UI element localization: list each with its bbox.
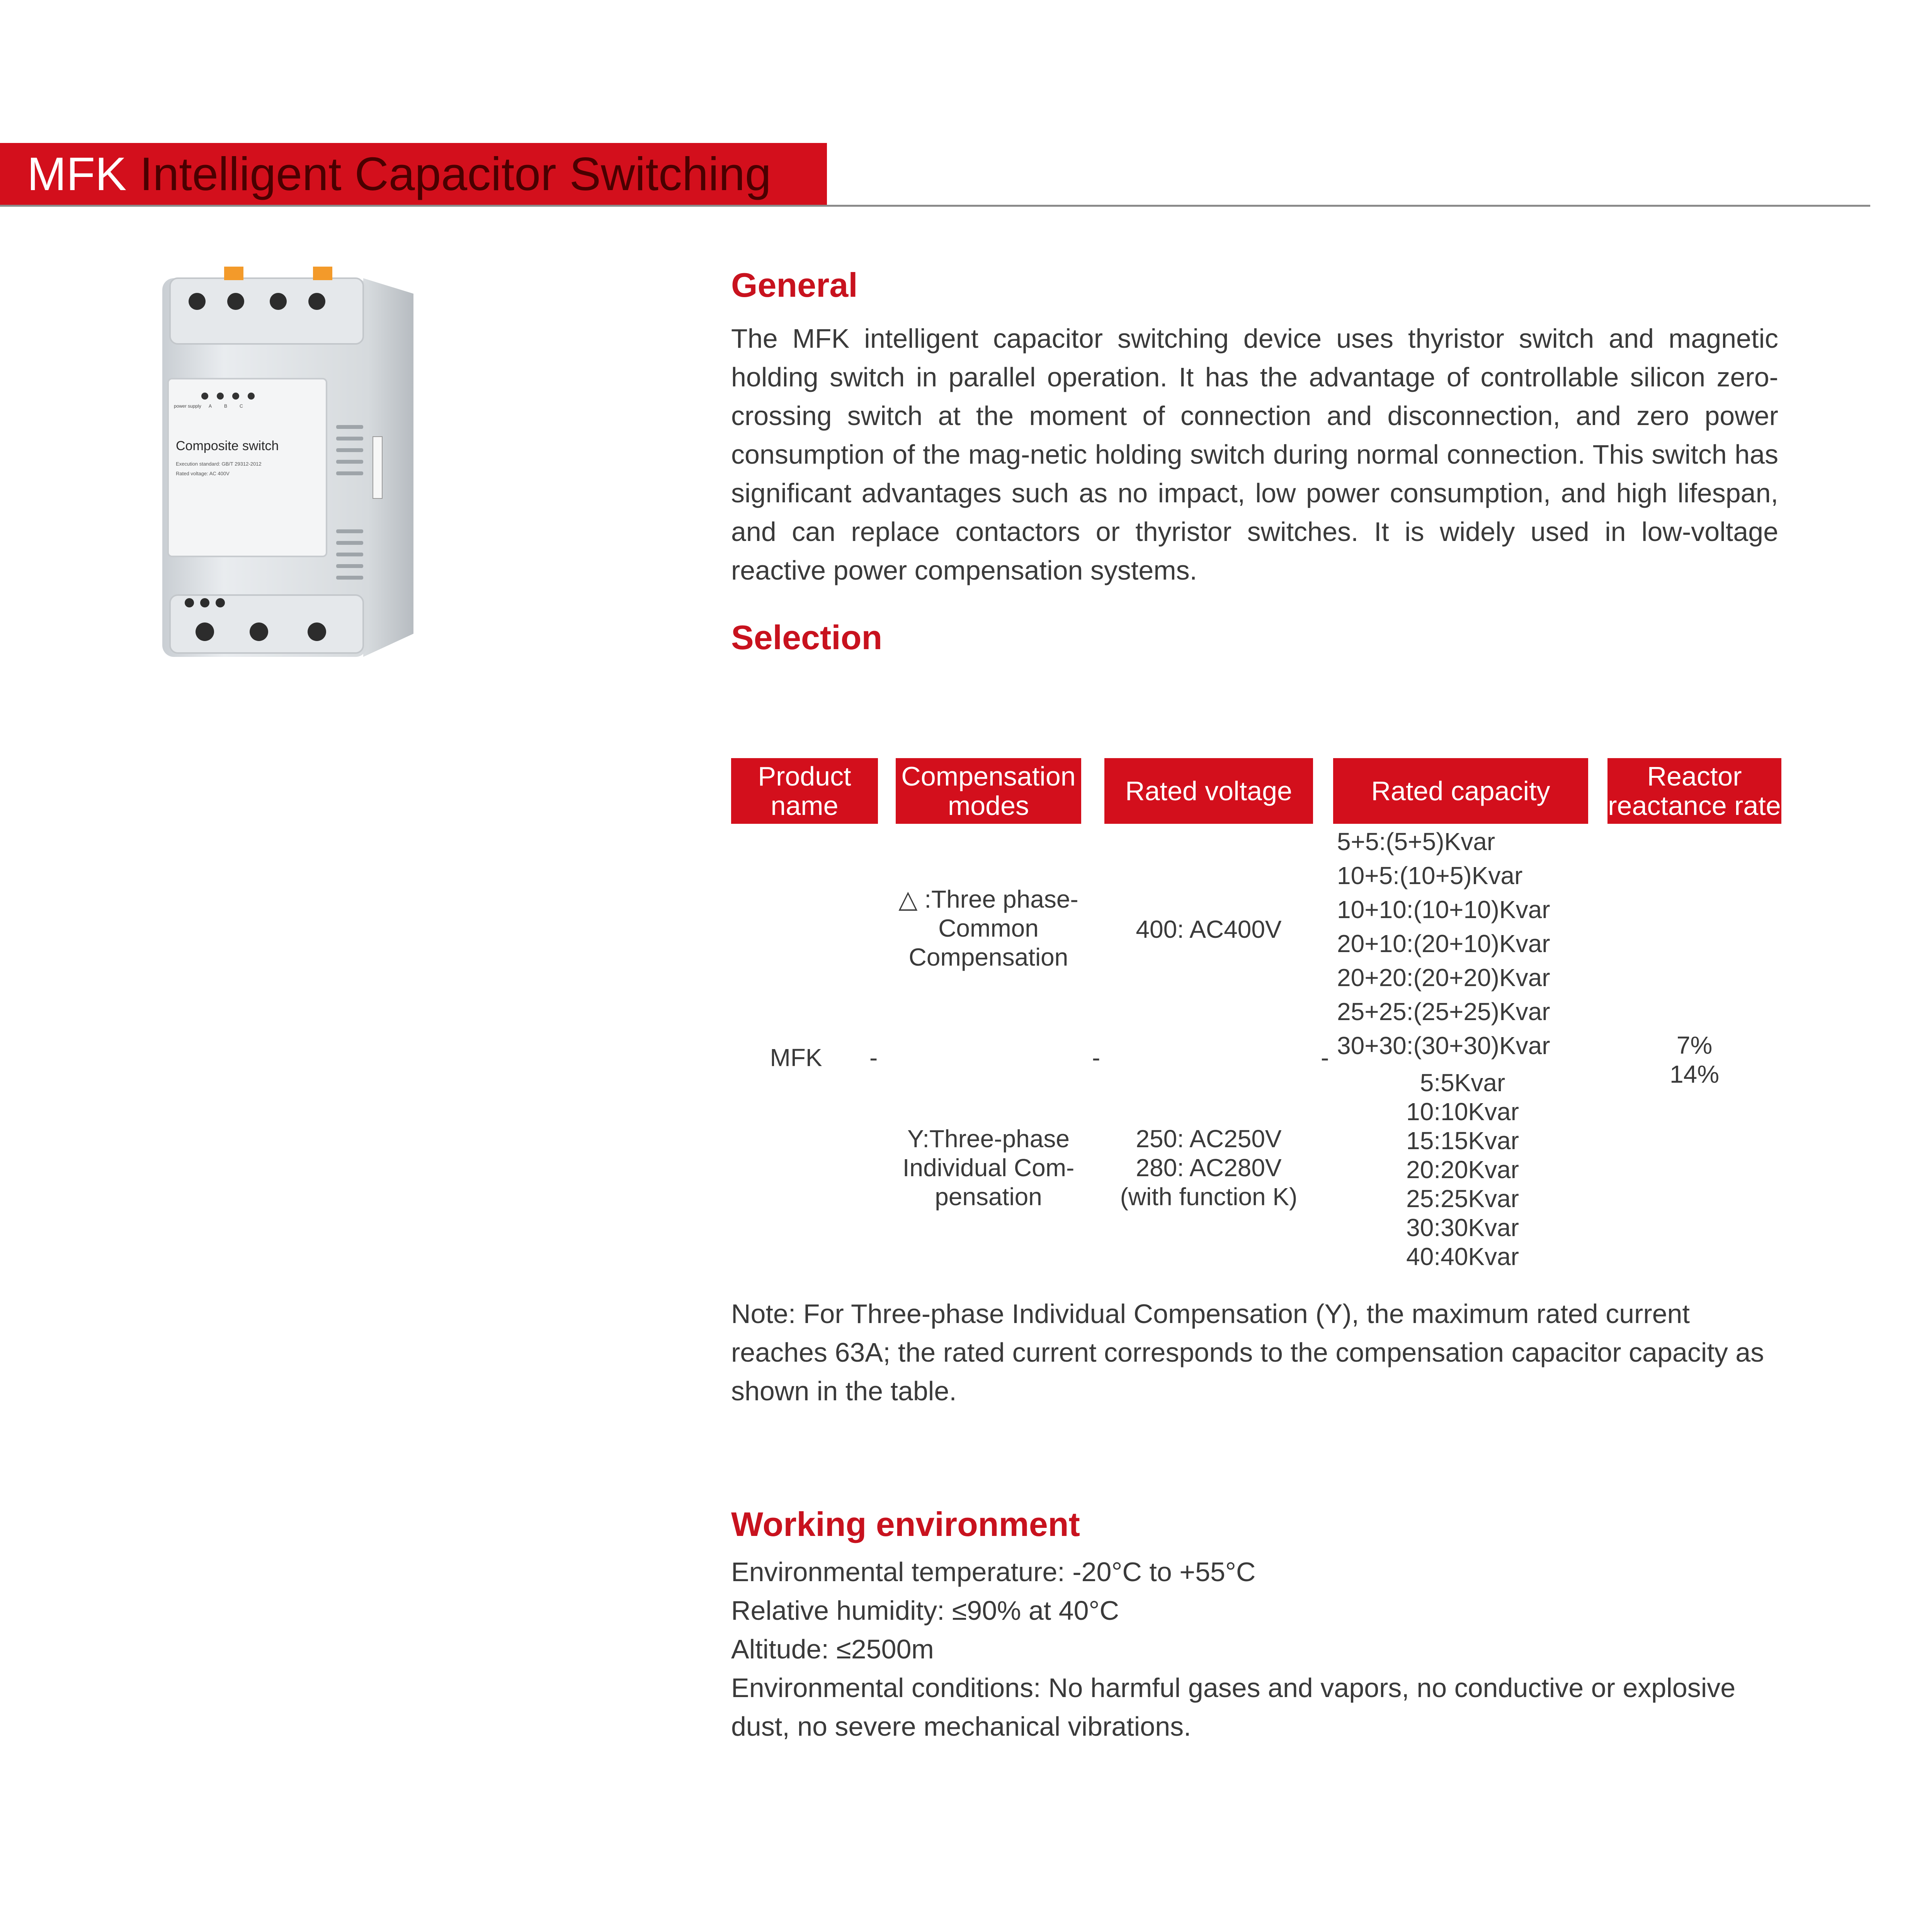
capacity-wye: 15:15Kvar: [1406, 1127, 1519, 1155]
environment-heading: Working environment: [731, 1505, 1080, 1543]
capacity-wye: 5:5Kvar: [1420, 1069, 1505, 1097]
capacity-delta: 20+10:(20+10)Kvar: [1337, 930, 1550, 957]
barcode-icon: [373, 437, 382, 498]
product-image: [147, 263, 433, 665]
voltage-delta: 400: AC400V: [1136, 915, 1282, 943]
terminal-tab-icon: [224, 267, 243, 280]
general-text: The MFK intelligent capacitor switching device uses thyristor switch and magnetic holding switch in parallel operation. It has the advantage of controllable silicon zero-crossing switch at the moment of connection and disconnection, and zero power consumption of the mag-netic holding switch during normal connection. This switch has significant advantages such as no impact, low power consumption, and high lifespan, and can replace contactors or thyristor switches. It is widely used in low-voltage reactive power compensation systems.: [731, 323, 1778, 585]
screw-icon: [250, 622, 268, 641]
environment-temperature: Environmental temperature: -20°C to +55°C: [731, 1557, 1256, 1587]
indicator-led-icon: [217, 393, 224, 400]
header-compensation-modes: Compensation modes: [896, 758, 1081, 824]
indicator-label-c: C: [240, 403, 243, 409]
header-product-name: Product name: [731, 758, 878, 824]
header-rated-voltage: Rated voltage: [1104, 758, 1313, 824]
capacity-delta: 25+25:(25+25)Kvar: [1337, 998, 1550, 1026]
voltage-wye-2: 280: AC280V: [1136, 1154, 1282, 1182]
product-label: Composite switch: [176, 439, 279, 453]
header-rated-capacity: Rated capacity: [1333, 758, 1588, 824]
reactor-rate: 7%: [1676, 1031, 1713, 1059]
separator: -: [1321, 1044, 1329, 1071]
capacity-delta: 10+10:(10+10)Kvar: [1337, 896, 1550, 923]
terminal-tab-icon: [313, 267, 332, 280]
indicator-led-icon: [232, 393, 239, 400]
page-title: [0, 143, 827, 205]
capacity-delta: 5+5:(5+5)Kvar: [1337, 828, 1495, 855]
voltage-wye-3: (with function K): [1120, 1183, 1298, 1211]
capacity-wye: 10:10Kvar: [1406, 1098, 1519, 1126]
capacity-delta: 20+20:(20+20)Kvar: [1337, 964, 1550, 992]
capacity-wye: 30:30Kvar: [1406, 1214, 1519, 1242]
header-reactor-rate: Reactor reactance rate: [1607, 758, 1781, 824]
screw-icon: [308, 622, 326, 641]
indicator-led-icon: [248, 393, 255, 400]
product-sub-label-1: Execution standard: GB/T 29312-2012: [176, 461, 262, 467]
capacity-delta: 30+30:(30+30)Kvar: [1337, 1032, 1550, 1060]
separator: -: [869, 1044, 878, 1071]
product-name-cell: MFK: [770, 1044, 822, 1071]
capacity-wye: 40:40Kvar: [1406, 1243, 1519, 1270]
capacity-wye: 25:25Kvar: [1406, 1185, 1519, 1213]
environment-humidity: Relative humidity: ≤90% at 40°C: [731, 1595, 1119, 1626]
environment-altitude: Altitude: ≤2500m: [731, 1634, 934, 1664]
screw-icon: [270, 293, 287, 310]
screw-icon: [196, 622, 214, 641]
product-sub-label-2: Rated voltage: AC 400V: [176, 471, 230, 476]
indicator-led-icon: [201, 393, 208, 400]
environment-conditions: Environmental conditions: No harmful gases and vapors, no conductive or explosive dust, no severe mechanical vibrations.: [731, 1673, 1736, 1742]
mode-wye: Y:Three-phase Individual Com-pensation: [902, 1125, 1075, 1211]
indicator-label-b: B: [224, 403, 228, 409]
indicator-label-a: A: [209, 403, 212, 409]
separator: -: [1092, 1044, 1101, 1071]
voltage-wye-1: 250: AC250V: [1136, 1125, 1282, 1153]
general-heading: General: [731, 266, 858, 304]
screw-icon: [308, 293, 325, 310]
screw-icon: [189, 293, 206, 310]
header-rule: [0, 205, 1870, 207]
capacity-delta: 10+5:(10+5)Kvar: [1337, 862, 1523, 889]
mode-delta: △ :Three phase-Common Compensation: [898, 885, 1078, 971]
capacity-wye: 20:20Kvar: [1406, 1156, 1519, 1184]
selection-note: Note: For Three-phase Individual Compensation (Y), the maximum rated current reaches 63A; the rated current corresponds to the compensation capacitor capacity as shown in the table.: [731, 1299, 1764, 1406]
indicator-label-power: power supply: [174, 403, 201, 409]
screw-icon: [227, 293, 244, 310]
title-rest: Intelligent Capacitor Switching: [139, 148, 771, 200]
title-model: MFK: [27, 148, 127, 200]
reactor-rate: 14%: [1669, 1060, 1720, 1088]
selection-heading: Selection: [731, 618, 883, 656]
